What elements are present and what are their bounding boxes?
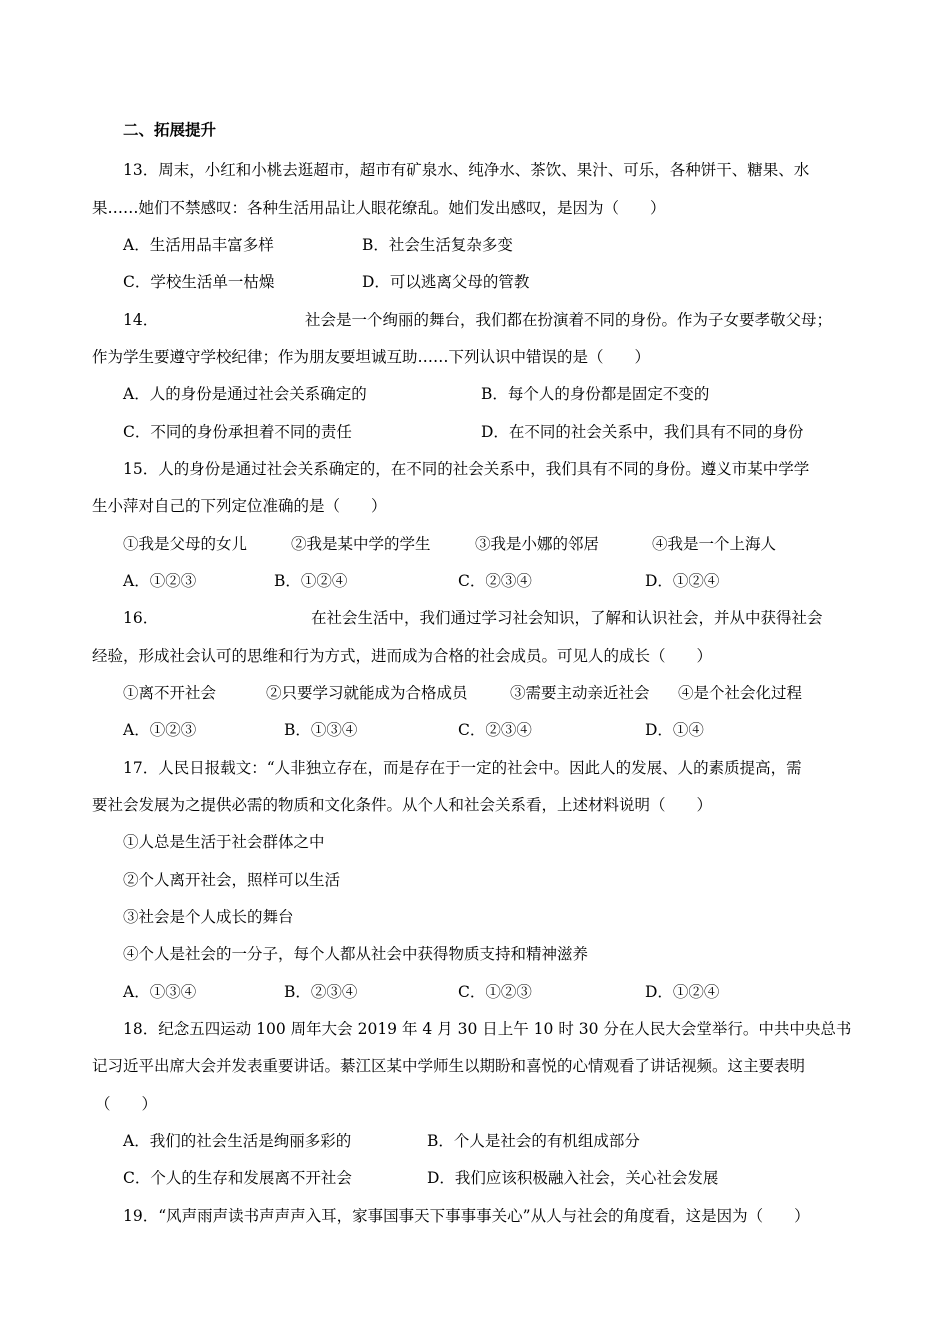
q18-stem-line2: 记习近平出席大会并发表重要讲话。綦江区某中学师生以期盼和喜悦的心情观看了讲话视频。这主要表明 <box>92 1057 806 1075</box>
q13-stem-line2: 果……她们不禁感叹：各种生活用品让人眼花缭乱。她们发出感叹，是因为（ ） <box>92 199 666 217</box>
q18-stem-line1: 18．纪念五四运动 100 周年大会 2019 年 4 月 30 日上午 10 时 30 分在人民大会堂举行。中共中央总书 <box>123 1020 852 1038</box>
q16-statement-1: ①离不开社会 <box>123 684 217 702</box>
q13-option-a: A．生活用品丰富多样 <box>123 236 274 254</box>
q15-option-d: D．①②④ <box>645 572 720 590</box>
q18-option-a: A．我们的社会生活是绚丽多彩的 <box>123 1132 352 1150</box>
q17-option-c: C．①②③ <box>458 983 532 1001</box>
q13-option-d: D．可以逃离父母的管教 <box>362 273 530 291</box>
q17-option-b: B．②③④ <box>284 983 358 1001</box>
q15-option-b: B．①②④ <box>274 572 348 590</box>
q14-option-a: A．人的身份是通过社会关系确定的 <box>123 385 367 403</box>
q17-stem-line1: 17．人民日报载文：“人非独立存在，而是存在于一定的社会中。因此人的发展、人的素质提高，需 <box>123 759 802 777</box>
q15-statement-4: ④我是一个上海人 <box>652 535 777 553</box>
q14-option-b: B．每个人的身份都是固定不变的 <box>481 385 710 403</box>
q14-option-c: C．不同的身份承担着不同的责任 <box>123 423 352 441</box>
q17-option-d: D．①②④ <box>645 983 720 1001</box>
q13-option-b: B．社会生活复杂多变 <box>362 236 513 254</box>
q16-statement-3: ③需要主动亲近社会 <box>510 684 650 702</box>
q19-stem-line1: 19．“风声雨声读书声声声入耳，家事国事天下事事事关心”从人与社会的角度看，这是因为（ ） <box>123 1207 810 1225</box>
section-heading: 二、拓展提升 <box>123 120 217 139</box>
q14-option-d: D．在不同的社会关系中，我们具有不同的身份 <box>481 423 804 441</box>
q16-stem-line2: 经验，形成社会认可的思维和行为方式，进而成为合格的社会成员。可见人的成长（ ） <box>92 647 713 665</box>
q17-statement-4: ④个人是社会的一分子，每个人都从社会中获得物质支持和精神滋养 <box>123 945 589 963</box>
q16-option-d: D．①④ <box>645 721 704 739</box>
q16-option-a: A．①②③ <box>123 721 197 739</box>
q15-statement-3: ③我是小娜的邻居 <box>475 535 600 553</box>
q18-option-d: D．我们应该积极融入社会，关心社会发展 <box>427 1169 719 1187</box>
q15-stem-line2: 生小萍对自己的下列定位准确的是（ ） <box>92 497 387 515</box>
q16-option-b: B．①③④ <box>284 721 358 739</box>
q17-statement-3: ③社会是个人成长的舞台 <box>123 908 294 926</box>
q17-stem-line2: 要社会发展为之提供必需的物质和文化条件。从个人和社会关系看，上述材料说明（ ） <box>92 796 713 814</box>
q15-stem-line1: 15．人的身份是通过社会关系确定的，在不同的社会关系中，我们具有不同的身份。遵义市某中学学 <box>123 460 810 478</box>
q15-option-a: A．①②③ <box>123 572 197 590</box>
q17-statement-2: ②个人离开社会，照样可以生活 <box>123 871 341 889</box>
q18-option-b: B．个人是社会的有机组成部分 <box>427 1132 640 1150</box>
q16-statement-4: ④是个社会化过程 <box>678 684 803 702</box>
q17-statement-1: ①人总是生活于社会群体之中 <box>123 833 325 851</box>
q16-option-c: C．②③④ <box>458 721 532 739</box>
q13-option-c: C．学校生活单一枯燥 <box>123 273 275 291</box>
q16-number: 16． <box>123 609 159 627</box>
q15-option-c: C．②③④ <box>458 572 532 590</box>
q14-stem-line2: 作为学生要遵守学校纪律；作为朋友要坦诚互助……下列认识中错误的是（ ） <box>92 348 651 366</box>
q14-number: 14． <box>123 311 159 329</box>
q16-statement-2: ②只要学习就能成为合格成员 <box>266 684 468 702</box>
q17-option-a: A．①③④ <box>123 983 197 1001</box>
q18-stem-line3: （ ） <box>95 1095 158 1113</box>
q14-stem-line1: 社会是一个绚丽的舞台，我们都在扮演着不同的身份。作为子女要孝敬父母； <box>305 311 833 329</box>
q16-stem-line1: 在社会生活中，我们通过学习社会知识，了解和认识社会，并从中获得社会 <box>311 609 823 627</box>
q15-statement-2: ②我是某中学的学生 <box>291 535 431 553</box>
q18-option-c: C．个人的生存和发展离不开社会 <box>123 1169 352 1187</box>
q15-statement-1: ①我是父母的女儿 <box>123 535 248 553</box>
q13-stem-line1: 13．周末，小红和小桃去逛超市，超市有矿泉水、纯净水、茶饮、果汁、可乐，各种饼干、糖果、水 <box>123 161 810 179</box>
